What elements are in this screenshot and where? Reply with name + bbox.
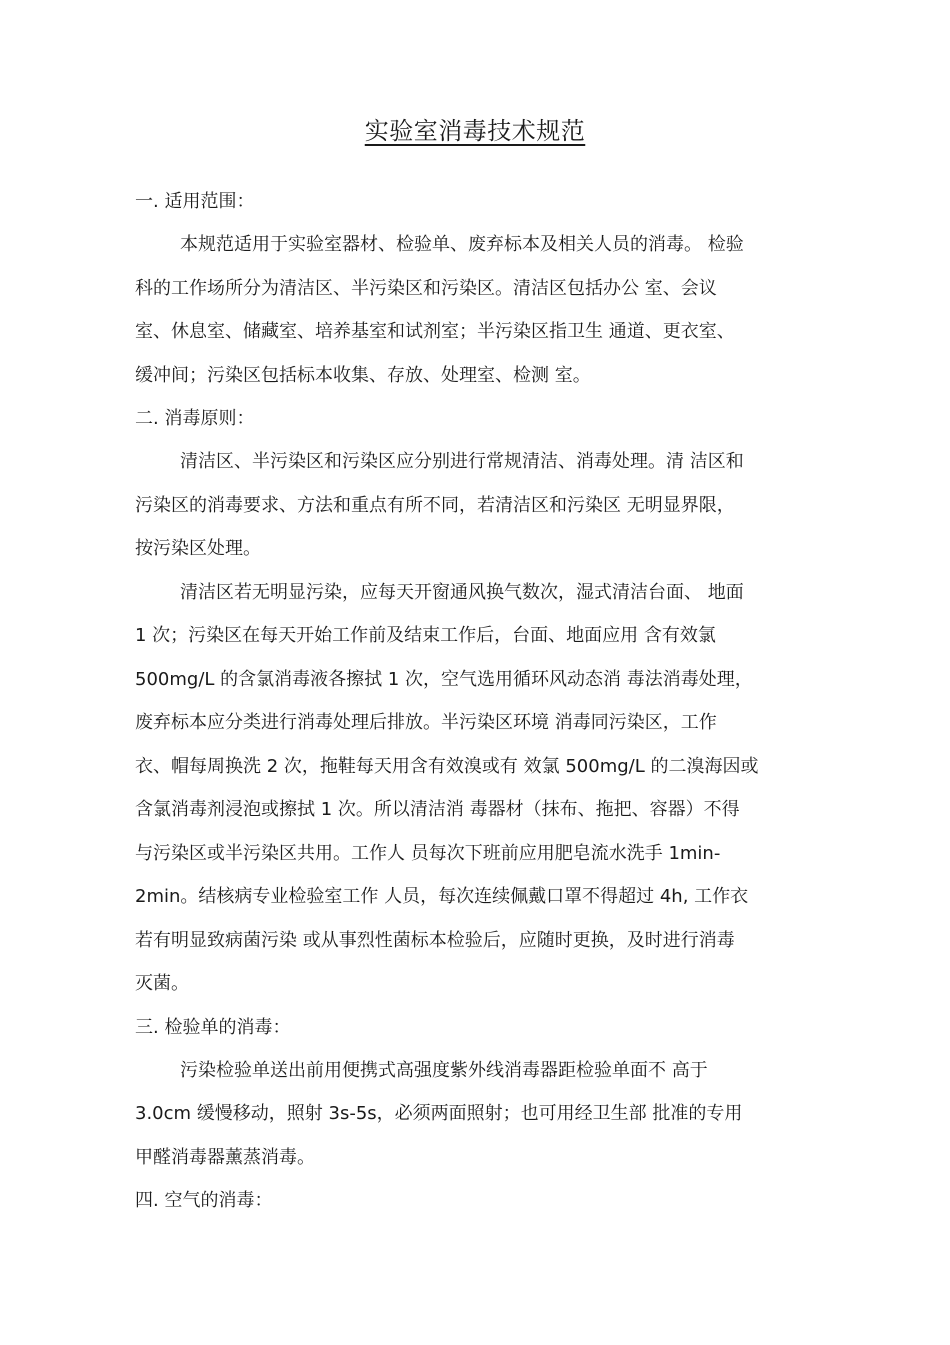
section-paragraph <box>135 1049 815 1180</box>
paragraph-line: 污染区的消毒要求、方法和重点有所不同，若清洁区和污染区 无明显界限， <box>135 494 735 516</box>
section-paragraph <box>135 223 815 397</box>
document-body <box>135 180 815 1222</box>
section-heading: 三. 检验单的消毒： <box>135 1016 291 1038</box>
paragraph-line: 500mg/L 的含氯消毒液各擦拭 1 次，空气选用循环风动态消 毒法消毒处理， <box>135 668 753 690</box>
paragraph-line: 室、休息室、储藏室、培养基室和试剂室；半污染区指卫生 通道、更衣室、 <box>135 321 735 342</box>
paragraph-line: 按污染区处理。 <box>135 538 261 559</box>
paragraph-line: 若有明显致病菌污染 或从事烈性菌标本检验后，应随时更换，及时进行消毒 <box>135 929 735 951</box>
document-title: 实验室消毒技术规范 <box>364 117 586 145</box>
paragraph-line: 含氯消毒剂浸泡或擦拭 1 次。所以清洁消 毒器材（抹布、拖把、容器）不得 <box>135 799 740 820</box>
paragraph-line: 甲醛消毒器薰蒸消毒。 <box>135 1146 315 1168</box>
paragraph-line: 清洁区若无明显污染，应每天开窗通风换气数次，湿式清洁台面、 地面 <box>180 581 744 603</box>
paragraph-line: 科的工作场所分为清洁区、半污染区和污染区。清洁区包括办公 室、会议 <box>135 277 717 299</box>
paragraph-line: 本规范适用于实验室器材、检验单、废弃标本及相关人员的消毒。 检验 <box>180 234 744 255</box>
section-heading: 一. 适用范围： <box>135 191 255 212</box>
document-section <box>135 397 815 1006</box>
paragraph-line: 衣、帽每周换洗 2 次，拖鞋每天用含有效溴或有 效氯 500mg/L 的二溴海因或 <box>135 755 759 777</box>
section-paragraph <box>135 571 815 1006</box>
document-section <box>135 1179 815 1222</box>
paragraph-line: 灭菌。 <box>135 973 189 994</box>
paragraph-line: 与污染区或半污染区共用。工作人 员每次下班前应用肥皂流水洗手 1min- <box>135 842 721 864</box>
paragraph-line: 1 次；污染区在每天开始工作前及结束工作后，台面、地面应用 含有效氯 <box>135 625 716 646</box>
document-section <box>135 180 815 397</box>
paragraph-line: 废弃标本应分类进行消毒处理后排放。半污染区环境 消毒同污染区，工作 <box>135 712 717 733</box>
paragraph-line: 2min。结核病专业检验室工作 人员，每次连续佩戴口罩不得超过 4h, 工作衣 <box>135 886 749 907</box>
section-paragraph <box>135 440 815 571</box>
section-heading: 二. 消毒原则： <box>135 408 255 429</box>
paragraph-line: 清洁区、半污染区和污染区应分别进行常规清洁、消毒处理。清 洁区和 <box>180 451 744 472</box>
section-heading: 四. 空气的消毒： <box>135 1190 273 1211</box>
document-section <box>135 1006 815 1180</box>
paragraph-line: 污染检验单送出前用便携式高强度紫外线消毒器距检验单面不 高于 <box>180 1059 708 1081</box>
paragraph-line: 3.0cm 缓慢移动，照射 3s-5s，必须两面照射；也可用经卫生部 批准的专用 <box>135 1103 743 1124</box>
paragraph-line: 缓冲间；污染区包括标本收集、存放、处理室、检测 室。 <box>135 364 591 386</box>
